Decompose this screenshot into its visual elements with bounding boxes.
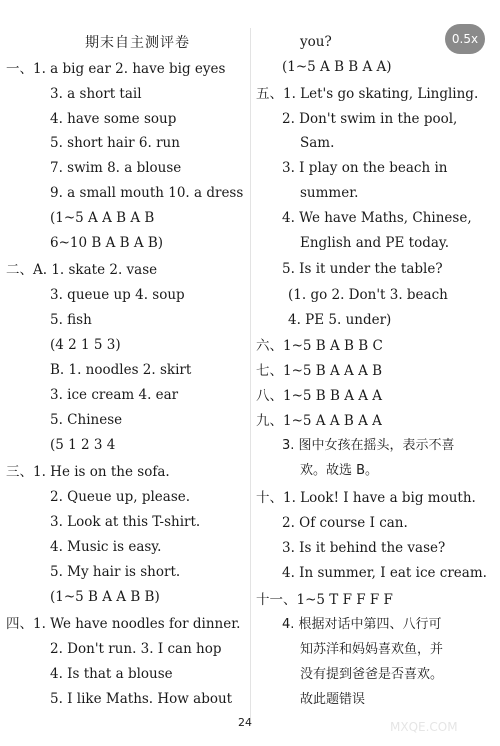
right-answer-line-6: summer. xyxy=(300,185,359,201)
right-answer-line-5: 3. I play on the beach in xyxy=(282,160,448,176)
right-answer-line-19: 2. Of course I can. xyxy=(282,515,408,531)
left-answer-line-10: 5. fish xyxy=(50,312,92,328)
right-answer-line-17: 欢。故选 B。 xyxy=(300,463,379,478)
left-answer-line-2: 4. have some soup xyxy=(50,111,177,127)
right-answer-line-25: 没有提到爸爸是否喜欢。 xyxy=(300,667,444,682)
right-answer-line-26: 故此题错误 xyxy=(300,692,366,707)
left-answer-line-9: 3. queue up 4. soup xyxy=(50,287,185,303)
left-answer-line-6: (1~5 A A B A B xyxy=(50,210,155,226)
left-answer-line-5: 9. a small mouth 10. a dress xyxy=(50,185,244,201)
right-answer-line-15: 九、1~5 A A B A A xyxy=(256,413,382,429)
right-answer-line-3: 2. Don't swim in the pool, xyxy=(282,111,458,127)
right-answer-line-22: 十一、1~5 T F F F F xyxy=(256,592,393,608)
column-divider xyxy=(250,28,251,718)
right-answer-line-2: 五、1. Let's go skating, Lingling. xyxy=(256,86,479,102)
right-answer-line-20: 3. Is it behind the vase? xyxy=(282,540,446,556)
right-answer-line-24: 知苏洋和妈妈喜欢鱼，并 xyxy=(300,642,444,657)
playback-speed-badge[interactable]: 0.5x xyxy=(445,24,485,54)
page-number: 24 xyxy=(238,716,252,729)
left-answer-line-3: 5. short hair 6. run xyxy=(50,135,180,151)
right-answer-line-16: 3. 图中女孩在摇头，表示不喜 xyxy=(282,438,455,453)
right-answer-line-18: 十、1. Look! I have a big mouth. xyxy=(256,490,476,506)
right-answer-line-21: 4. In summer, I eat ice cream. xyxy=(282,565,487,581)
left-answer-line-20: 5. My hair is short. xyxy=(50,564,181,580)
page-title: 期末自主测评卷 xyxy=(85,35,190,51)
left-answer-line-21: (1~5 B A A B B) xyxy=(50,589,160,605)
left-answer-line-18: 3. Look at this T-shirt. xyxy=(50,514,201,530)
right-answer-line-12: 六、1~5 B A B B C xyxy=(256,338,383,354)
right-answer-line-0: you? xyxy=(300,34,332,50)
left-answer-line-23: 2. Don't run. 3. I can hop xyxy=(50,641,222,657)
right-answer-line-23: 4. 根据对话中第四、八行可 xyxy=(282,617,442,632)
right-answer-line-7: 4. We have Maths, Chinese, xyxy=(282,210,472,226)
left-answer-line-17: 2. Queue up, please. xyxy=(50,489,191,505)
left-answer-line-13: 3. ice cream 4. ear xyxy=(50,387,179,403)
right-answer-line-8: English and PE today. xyxy=(300,235,450,251)
right-answer-line-13: 七、1~5 B A A A B xyxy=(256,363,383,379)
left-answer-line-0: 一、1. a big ear 2. have big eyes xyxy=(6,61,226,77)
left-answer-line-11: (4 2 1 5 3) xyxy=(50,337,121,353)
right-answer-line-9: 5. Is it under the table? xyxy=(282,261,443,277)
left-answer-line-8: 二、A. 1. skate 2. vase xyxy=(6,262,158,278)
left-answer-line-25: 5. I like Maths. How about xyxy=(50,691,233,707)
right-answer-line-4: Sam. xyxy=(300,135,335,151)
left-answer-line-4: 7. swim 8. a blouse xyxy=(50,160,182,176)
right-answer-line-11: 4. PE 5. under) xyxy=(288,312,392,328)
left-answer-line-1: 3. a short tail xyxy=(50,86,142,102)
left-answer-line-24: 4. Is that a blouse xyxy=(50,666,173,682)
right-answer-line-1: (1~5 A B B A A) xyxy=(282,59,392,75)
left-answer-line-19: 4. Music is easy. xyxy=(50,539,162,555)
right-answer-line-14: 八、1~5 B B A A A xyxy=(256,388,383,404)
left-answer-line-14: 5. Chinese xyxy=(50,412,123,428)
right-answer-line-10: (1. go 2. Don't 3. beach xyxy=(288,287,448,303)
watermark-text: MXQE.COM xyxy=(390,720,458,734)
left-answer-line-16: 三、1. He is on the sofa. xyxy=(6,464,170,480)
left-answer-line-7: 6~10 B A B A B) xyxy=(50,235,164,251)
left-answer-line-12: B. 1. noodles 2. skirt xyxy=(50,362,192,378)
left-answer-line-15: (5 1 2 3 4 xyxy=(50,437,116,453)
left-answer-line-22: 四、1. We have noodles for dinner. xyxy=(6,616,241,632)
